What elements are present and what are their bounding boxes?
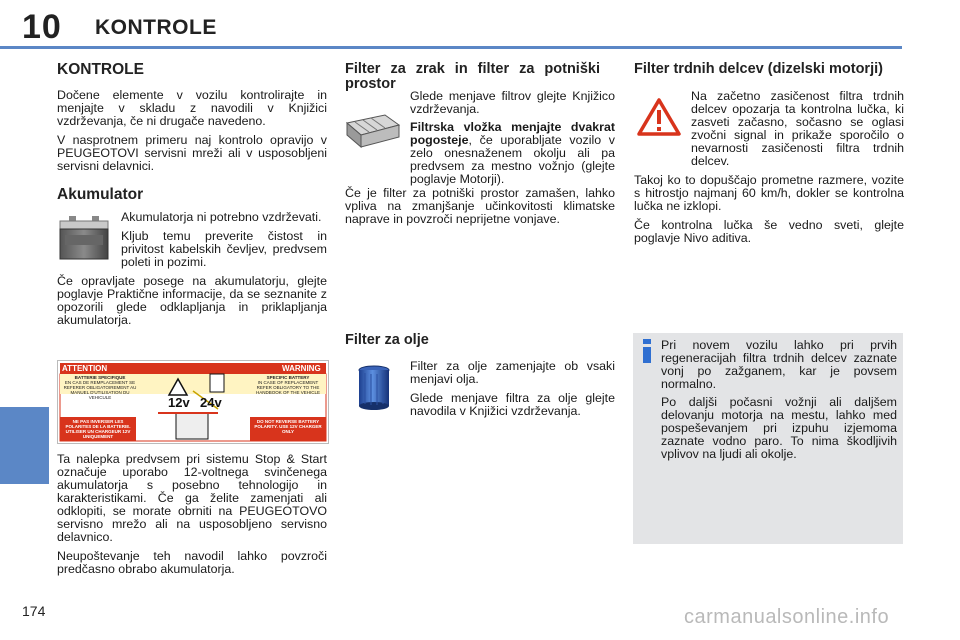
air-filter-text-3 — [345, 187, 615, 232]
column-1-bottom — [57, 453, 327, 582]
chapter-number: 10 — [22, 8, 62, 46]
oil-filter-icon — [356, 364, 392, 412]
label-en-specific — [250, 375, 326, 395]
oil-filter-text — [410, 360, 615, 424]
page-number: 174 — [22, 603, 46, 619]
column-3 — [634, 62, 904, 77]
intro-paragraph-2: V nasprotnem primeru naj kontrolo opravijo v PEUGEOTOVI servisni mreži ali v usposobljeni servisni delavnici. — [57, 133, 327, 173]
particle-filter-paragraph-2: Takoj ko to dopuščajo prometne razmere, vozite s hitrostjo najmanj 60 km/h, dokler se kontrolna lučka ne izklopi. — [634, 173, 904, 213]
float-spacer — [634, 90, 691, 168]
particle-filter-paragraph-3: Če kontrolna lučka še vedno sveti, glejte poglavje Nivo aditiva. — [634, 218, 904, 245]
label-fr-specific-title: BATTERIE SPECIFIQUE — [74, 375, 126, 380]
label-fr-replace: EN CAS DE REMPLACEMENT SE REFERER OBLIGATOIREMENT AU MANUEL D'UTILISATION DU VEHICULE — [63, 380, 137, 400]
battery-warning-label — [57, 360, 329, 444]
oil-filter-paragraph-1: Filter za olje zamenjajte ob vsaki menjavi olja. — [410, 359, 615, 386]
air-filter-bold-text: Filtrska vložka menjajte dvakrat pogosteje — [410, 120, 615, 147]
air-filter-paragraph-1: Glede menjave filtrov glejte Knjižico vzdrževanja. — [410, 89, 615, 116]
info-icon — [638, 339, 656, 363]
battery-paragraph-2: Kljub temu preverite čistost in privitost kabelskih čevljev, predvsem poleti in pozimi. — [121, 229, 327, 269]
section-title-air-filter: Filter za zrak in filter za potniški prostor — [345, 61, 600, 92]
label-en-noinvert: DO NOT REVERSE BATTERY POLARITY. USE 12V CHARGER ONLY — [254, 419, 322, 434]
label-fr-noinvert: NE PAS INVERSER LES POLARITES DE LA BATTERIE. UTILISER UN CHARGEUR 12V UNIQUEMENT — [65, 419, 131, 439]
column-1 — [57, 62, 327, 333]
battery-paragraph-3: Če opravljate posege na akumulatorju, glejte poglavje Praktične informacije, da se seznanite z opozorili glede odklapljanja in priklapljanja akumulatorja. — [57, 274, 327, 327]
air-filter-icon — [345, 113, 401, 149]
air-filter-text-2 — [410, 121, 615, 186]
air-filter-text-right — [410, 90, 615, 122]
chapter-side-tab — [0, 407, 49, 484]
label-12v: 12v — [168, 395, 190, 410]
chapter-title: KONTROLE — [95, 16, 217, 39]
air-filter-rest-text: , če uporabljate vozilo v zelo onesnaženem okolju ali pa predvsem za mestno vožnjo (glejte poglavje Motorji). — [410, 133, 615, 186]
section-title-oil-filter: Filter za olje — [345, 332, 429, 348]
section-title-kontrole: KONTROLE — [57, 61, 144, 78]
particle-filter-text-1 — [634, 90, 904, 251]
watermark: carmanualsonline.info — [684, 606, 890, 628]
sticker-paragraph-1: Ta nalepka predvsem pri sistemu Stop & Start označuje uporabo 12-voltnega svinčenega akumulatorja s posebno tehnologijo in karakteristikami. Če ga želite zamenjati ali odklopiti, se morate obrniti na PEUGEOTOVO servisno mrežo ali na usposobljeno servisno delavnico. — [57, 452, 327, 544]
label-fr-specific — [62, 375, 138, 400]
intro-paragraph-1: Dočene elemente v vozilu kontrolirajte in menjajte v skladu z navodili v Knjižici vzdrževanja, če ni drugače navedeno. — [57, 88, 327, 128]
info-text — [661, 339, 897, 466]
particle-filter-paragraph-1 — [634, 90, 904, 168]
label-attention: ATTENTION — [62, 364, 108, 373]
particle-filter-paragraph-1-text: Na začetno zasičenost filtra trdnih delcev opozarja ta kontrolna lučka, ki zasveti začasno, sočasno se oglasi zvočni signal in prikaže sporočilo o nevarnosti zasičenosti filtra trdnih delcev. — [691, 89, 904, 168]
header-rule — [0, 46, 902, 49]
label-warning: WARNING — [282, 364, 321, 373]
column-2 — [345, 62, 615, 92]
sticker-paragraph-2: Neupoštevanje teh navodil lahko povzroči predčasno obrabo akumulatorja. — [57, 549, 327, 576]
info-paragraph-1: Pri novem vozilu lahko pri prvih regeneracijah filtra trdnih delcev zaznate vonj po zažganem, kar je povsem normalno. — [661, 338, 897, 391]
section-title-particle-filter: Filter trdnih delcev (dizelski motorji) — [634, 61, 883, 77]
label-en-replace: IN CASE OF REPLACEMENT REFER OBLIGATORY TO THE HANDBOOK OF THE VEHICLE — [256, 380, 320, 395]
oil-filter-section — [345, 333, 615, 348]
oil-filter-paragraph-2: Glede menjave filtra za olje glejte navodila v Knjižici vzdrževanja. — [410, 391, 615, 418]
label-24v: 24v — [200, 395, 222, 410]
battery-paragraph-1: Akumulatorja ni potrebno vzdrževati. — [121, 210, 322, 224]
section-title-akumulator: Akumulator — [57, 186, 144, 203]
battery-icon — [57, 213, 111, 263]
label-en-specific-title: SPECIFIC BATTERY — [266, 375, 310, 380]
info-paragraph-2: Po daljši počasni vožnji ali daljšem delovanju motorja na mestu, lahko med pospeševanjem pri izpuhu izjemoma zaznate vodno paro. To nima škodljivih vplivov na ljudi ali okolje. — [661, 395, 897, 461]
air-filter-paragraph-2 — [410, 121, 615, 186]
air-filter-paragraph-3: Če je filter za potniški prostor zamašen, lahko vpliva na zmanjšanje učinkovitosti klimatske naprave in povzroči neprijetne vonjave. — [345, 186, 615, 226]
